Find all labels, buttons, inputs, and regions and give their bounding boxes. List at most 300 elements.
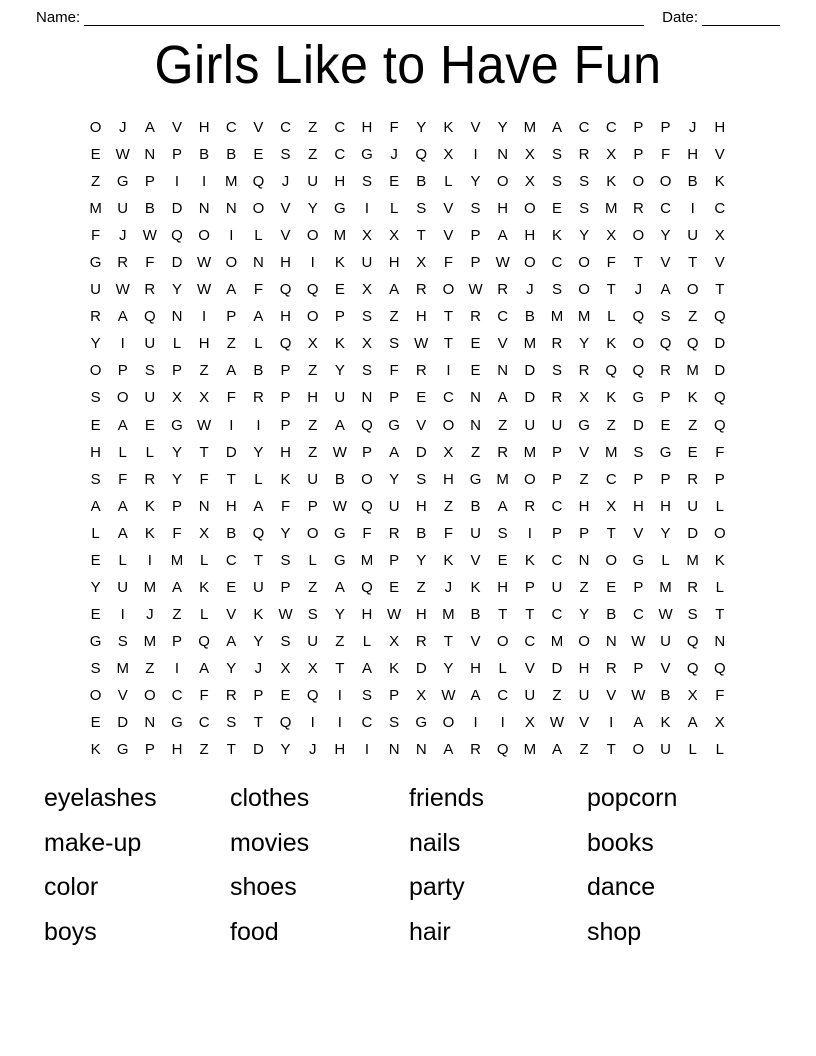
grid-cell[interactable]: M — [143, 578, 157, 596]
grid-cell[interactable]: J — [390, 146, 398, 164]
grid-cell[interactable]: K — [606, 173, 617, 191]
grid-cell[interactable]: L — [145, 443, 155, 461]
grid-cell[interactable]: I — [609, 714, 614, 732]
grid-cell[interactable]: R — [605, 659, 617, 677]
grid-cell[interactable]: Q — [279, 281, 292, 299]
grid-cell[interactable]: Z — [470, 443, 481, 461]
grid-cell[interactable]: O — [632, 741, 645, 759]
grid-cell[interactable]: I — [473, 714, 478, 732]
grid-cell[interactable]: D — [415, 659, 427, 677]
grid-cell[interactable]: B — [470, 497, 481, 515]
grid-cell[interactable]: I — [337, 687, 342, 704]
grid-cell[interactable]: O — [89, 687, 102, 704]
grid-cell[interactable]: V — [714, 254, 725, 272]
grid-cell[interactable]: T — [253, 551, 263, 569]
grid-cell[interactable]: C — [578, 119, 590, 137]
grid-cell[interactable]: W — [197, 254, 212, 272]
grid-cell[interactable]: V — [660, 659, 671, 677]
grid-cell[interactable]: A — [497, 389, 508, 407]
grid-cell[interactable]: T — [606, 524, 616, 542]
grid-cell[interactable]: S — [551, 146, 562, 164]
grid-cell[interactable]: O — [632, 335, 645, 353]
grid-cell[interactable]: M — [659, 578, 672, 596]
grid-cell[interactable]: T — [688, 254, 698, 272]
grid-cell[interactable]: X — [199, 389, 210, 407]
grid-cell[interactable]: V — [443, 227, 454, 245]
grid-cell[interactable]: P — [551, 443, 562, 461]
grid-cell[interactable]: F — [443, 254, 453, 272]
grid-cell[interactable]: G — [116, 173, 129, 191]
grid-cell[interactable]: W — [332, 497, 347, 515]
grid-cell[interactable]: H — [470, 659, 481, 677]
word-list-item[interactable]: friends — [409, 784, 485, 813]
grid-cell[interactable]: L — [118, 443, 127, 461]
grid-cell[interactable]: O — [144, 687, 156, 704]
grid-cell[interactable]: Z — [308, 416, 318, 434]
grid-cell[interactable]: Q — [279, 335, 292, 353]
grid-cell[interactable]: L — [715, 741, 724, 759]
grid-cell[interactable]: I — [527, 524, 532, 542]
grid-cell[interactable]: S — [90, 389, 101, 407]
grid-cell[interactable]: A — [253, 497, 264, 515]
grid-cell[interactable]: B — [334, 470, 345, 488]
grid-cell[interactable]: G — [415, 714, 428, 732]
grid-cell[interactable]: O — [523, 200, 536, 218]
grid-cell[interactable]: H — [307, 389, 319, 407]
grid-cell[interactable]: X — [280, 659, 291, 677]
grid-cell[interactable]: N — [171, 308, 183, 326]
grid-cell[interactable]: E — [470, 335, 481, 353]
grid-cell[interactable]: L — [254, 227, 263, 245]
grid-cell[interactable]: P — [280, 578, 291, 596]
grid-cell[interactable]: A — [389, 443, 400, 461]
grid-cell[interactable]: R — [470, 741, 481, 759]
grid-cell[interactable]: L — [362, 632, 372, 650]
grid-cell[interactable]: Y — [171, 470, 182, 488]
grid-cell[interactable]: W — [549, 714, 565, 732]
grid-cell[interactable]: A — [199, 659, 210, 677]
grid-cell[interactable]: X — [416, 254, 427, 272]
grid-cell[interactable]: H — [442, 470, 454, 488]
grid-cell[interactable]: G — [334, 200, 346, 218]
grid-cell[interactable]: O — [361, 470, 373, 488]
grid-cell[interactable]: X — [714, 714, 725, 732]
grid-cell[interactable]: U — [687, 227, 699, 245]
grid-cell[interactable]: X — [361, 335, 372, 353]
grid-cell[interactable]: R — [551, 389, 563, 407]
grid-cell[interactable]: O — [116, 389, 129, 407]
grid-cell[interactable]: S — [280, 146, 291, 164]
grid-cell[interactable]: A — [687, 714, 698, 732]
grid-cell[interactable]: I — [202, 173, 207, 191]
grid-cell[interactable]: N — [198, 200, 210, 218]
grid-cell[interactable]: M — [550, 632, 564, 650]
grid-cell[interactable]: R — [415, 362, 427, 380]
grid-cell[interactable]: U — [660, 632, 671, 650]
grid-cell[interactable]: F — [280, 497, 291, 515]
grid-cell[interactable]: E — [90, 551, 101, 569]
grid-cell[interactable]: V — [470, 551, 481, 569]
grid-cell[interactable]: N — [361, 389, 373, 407]
grid-cell[interactable]: M — [523, 741, 537, 759]
grid-cell[interactable]: P — [579, 524, 590, 542]
grid-cell[interactable]: H — [361, 119, 373, 137]
grid-cell[interactable]: A — [171, 578, 182, 596]
grid-cell[interactable]: A — [117, 308, 128, 326]
grid-cell[interactable]: O — [442, 281, 455, 299]
grid-cell[interactable]: P — [144, 741, 155, 759]
grid-cell[interactable]: W — [414, 335, 429, 353]
grid-cell[interactable]: T — [715, 605, 725, 623]
grid-cell[interactable]: F — [362, 524, 372, 542]
grid-cell[interactable]: H — [361, 605, 373, 623]
grid-cell[interactable]: U — [551, 578, 563, 596]
grid-cell[interactable]: X — [389, 227, 400, 245]
grid-cell[interactable]: O — [686, 281, 699, 299]
grid-cell[interactable]: C — [551, 551, 563, 569]
grid-cell[interactable]: B — [660, 687, 671, 704]
grid-cell[interactable]: D — [415, 443, 427, 461]
grid-cell[interactable]: V — [497, 335, 508, 353]
grid-cell[interactable]: T — [606, 741, 616, 759]
grid-cell[interactable]: O — [713, 524, 726, 542]
grid-cell[interactable]: Y — [280, 741, 291, 759]
grid-cell[interactable]: Z — [606, 416, 616, 434]
grid-cell[interactable]: F — [253, 281, 263, 299]
grid-cell[interactable]: T — [226, 470, 236, 488]
grid-cell[interactable]: X — [443, 146, 454, 164]
grid-cell[interactable]: S — [551, 281, 562, 299]
grid-cell[interactable]: O — [659, 173, 672, 191]
grid-cell[interactable]: V — [253, 119, 264, 137]
grid-cell[interactable]: C — [632, 605, 644, 623]
grid-cell[interactable]: O — [89, 362, 102, 380]
grid-cell[interactable]: H — [632, 497, 644, 515]
grid-cell[interactable]: E — [253, 146, 264, 164]
grid-cell[interactable]: Y — [307, 200, 318, 218]
grid-cell[interactable]: I — [120, 335, 125, 353]
grid-cell[interactable]: J — [444, 578, 453, 596]
grid-cell[interactable]: E — [389, 173, 400, 191]
grid-cell[interactable]: M — [143, 632, 157, 650]
grid-cell[interactable]: R — [497, 443, 509, 461]
grid-cell[interactable]: V — [280, 200, 291, 218]
grid-cell[interactable]: S — [280, 632, 291, 650]
grid-cell[interactable]: M — [550, 308, 564, 326]
grid-cell[interactable]: A — [117, 524, 128, 542]
grid-cell[interactable]: H — [198, 119, 210, 137]
grid-cell[interactable]: G — [334, 551, 346, 569]
grid-cell[interactable]: H — [497, 578, 509, 596]
grid-cell[interactable]: T — [443, 335, 453, 353]
grid-cell[interactable]: Z — [308, 578, 318, 596]
grid-cell[interactable]: U — [361, 254, 373, 272]
grid-cell[interactable]: L — [118, 551, 127, 569]
grid-cell[interactable]: E — [416, 389, 427, 407]
grid-cell[interactable]: C — [524, 632, 536, 650]
grid-cell[interactable]: P — [226, 308, 237, 326]
grid-cell[interactable]: M — [577, 308, 591, 326]
grid-cell[interactable]: V — [579, 714, 590, 732]
grid-cell[interactable]: O — [578, 281, 590, 299]
grid-cell[interactable]: K — [606, 389, 617, 407]
grid-cell[interactable]: Q — [496, 741, 509, 759]
grid-cell[interactable]: Z — [416, 578, 426, 596]
grid-cell[interactable]: L — [389, 200, 399, 218]
grid-cell[interactable]: G — [469, 470, 482, 488]
grid-cell[interactable]: S — [633, 443, 644, 461]
grid-cell[interactable]: S — [579, 200, 590, 218]
grid-cell[interactable]: L — [91, 524, 100, 542]
grid-cell[interactable]: H — [334, 741, 346, 759]
grid-cell[interactable]: K — [443, 551, 454, 569]
grid-cell[interactable]: F — [606, 254, 616, 272]
grid-cell[interactable]: L — [607, 308, 616, 326]
word-list-item[interactable]: party — [409, 873, 465, 902]
grid-cell[interactable]: A — [226, 281, 237, 299]
grid-cell[interactable]: P — [551, 524, 562, 542]
grid-cell[interactable]: A — [334, 578, 345, 596]
grid-cell[interactable]: W — [631, 687, 646, 704]
grid-cell[interactable]: L — [254, 470, 263, 488]
grid-cell[interactable]: Q — [713, 389, 726, 407]
grid-cell[interactable]: I — [364, 741, 370, 759]
grid-cell[interactable]: T — [335, 659, 345, 677]
grid-cell[interactable]: C — [551, 497, 563, 515]
grid-cell[interactable]: I — [310, 254, 315, 272]
grid-cell[interactable]: U — [117, 578, 129, 596]
grid-cell[interactable]: O — [306, 227, 319, 245]
grid-cell[interactable]: J — [146, 605, 154, 623]
grid-cell[interactable]: Y — [90, 335, 101, 353]
grid-cell[interactable]: R — [660, 362, 671, 380]
grid-cell[interactable]: C — [551, 254, 563, 272]
grid-cell[interactable]: U — [117, 200, 129, 218]
grid-cell[interactable]: S — [389, 335, 400, 353]
date-write-in-line[interactable] — [702, 13, 780, 26]
grid-cell[interactable]: Q — [198, 632, 210, 650]
grid-cell[interactable]: O — [632, 173, 645, 191]
grid-cell[interactable]: H — [415, 605, 427, 623]
grid-cell[interactable]: C — [280, 119, 291, 137]
grid-cell[interactable]: Y — [579, 227, 590, 245]
grid-cell[interactable]: Y — [389, 470, 400, 488]
grid-cell[interactable]: P — [280, 389, 291, 407]
grid-cell[interactable]: S — [226, 714, 237, 732]
grid-cell[interactable]: F — [660, 146, 671, 164]
grid-cell[interactable]: Z — [308, 146, 318, 164]
grid-cell[interactable]: U — [307, 632, 319, 650]
grid-cell[interactable]: F — [199, 687, 209, 704]
grid-cell[interactable]: M — [225, 173, 238, 191]
grid-cell[interactable]: C — [442, 389, 454, 407]
grid-cell[interactable]: P — [660, 119, 671, 137]
grid-cell[interactable]: B — [524, 308, 535, 326]
grid-cell[interactable]: T — [199, 443, 209, 461]
grid-cell[interactable]: C — [605, 470, 617, 488]
grid-cell[interactable]: E — [687, 443, 698, 461]
grid-cell[interactable]: M — [523, 119, 537, 137]
grid-cell[interactable]: I — [120, 605, 125, 623]
grid-cell[interactable]: K — [389, 659, 400, 677]
grid-cell[interactable]: Y — [416, 119, 427, 137]
grid-cell[interactable]: S — [361, 362, 372, 380]
grid-cell[interactable]: Q — [252, 524, 265, 542]
grid-cell[interactable]: A — [389, 281, 400, 299]
grid-cell[interactable]: X — [606, 497, 617, 515]
grid-cell[interactable]: P — [280, 416, 291, 434]
grid-cell[interactable]: H — [280, 443, 291, 461]
grid-cell[interactable]: R — [687, 470, 699, 488]
grid-cell[interactable]: H — [578, 497, 590, 515]
grid-cell[interactable]: S — [389, 714, 400, 732]
grid-cell[interactable]: J — [688, 119, 697, 137]
grid-cell[interactable]: D — [225, 443, 237, 461]
grid-cell[interactable]: W — [142, 227, 157, 245]
grid-cell[interactable]: G — [632, 551, 645, 569]
grid-cell[interactable]: N — [470, 416, 481, 434]
grid-cell[interactable]: M — [333, 227, 347, 245]
word-list-item[interactable]: color — [44, 873, 99, 902]
grid-cell[interactable]: E — [497, 551, 508, 569]
grid-cell[interactable]: L — [254, 335, 263, 353]
grid-cell[interactable]: N — [714, 632, 726, 650]
grid-cell[interactable]: L — [688, 741, 697, 759]
grid-cell[interactable]: C — [714, 200, 726, 218]
grid-cell[interactable]: K — [524, 551, 535, 569]
grid-cell[interactable]: G — [334, 524, 346, 542]
grid-cell[interactable]: P — [660, 389, 671, 407]
grid-cell[interactable]: X — [606, 146, 617, 164]
grid-cell[interactable]: O — [306, 308, 319, 326]
grid-cell[interactable]: H — [225, 497, 237, 515]
grid-cell[interactable]: P — [470, 254, 481, 272]
grid-cell[interactable]: Z — [172, 605, 182, 623]
grid-cell[interactable]: I — [202, 308, 207, 326]
grid-cell[interactable]: Z — [145, 659, 155, 677]
grid-cell[interactable]: P — [633, 578, 644, 596]
grid-cell[interactable]: R — [252, 389, 264, 407]
grid-cell[interactable]: B — [416, 173, 427, 191]
grid-cell[interactable]: Q — [361, 497, 373, 515]
grid-cell[interactable]: Q — [171, 227, 183, 245]
grid-cell[interactable]: B — [416, 524, 427, 542]
grid-cell[interactable]: G — [632, 389, 645, 407]
grid-cell[interactable]: S — [144, 362, 155, 380]
grid-cell[interactable]: R — [388, 524, 400, 542]
grid-cell[interactable]: K — [144, 524, 155, 542]
grid-cell[interactable]: W — [332, 443, 347, 461]
grid-cell[interactable]: P — [171, 362, 182, 380]
grid-cell[interactable]: V — [226, 605, 237, 623]
grid-cell[interactable]: D — [524, 362, 536, 380]
word-list-item[interactable]: hair — [409, 917, 451, 946]
grid-cell[interactable]: A — [497, 227, 508, 245]
grid-cell[interactable]: L — [661, 551, 670, 569]
grid-cell[interactable]: T — [443, 632, 453, 650]
grid-cell[interactable]: P — [171, 146, 182, 164]
word-list-item[interactable]: make-up — [44, 828, 142, 857]
grid-cell[interactable]: F — [226, 389, 236, 407]
grid-cell[interactable]: T — [253, 714, 263, 732]
grid-cell[interactable]: I — [229, 416, 234, 434]
grid-cell[interactable]: U — [90, 281, 101, 299]
grid-cell[interactable]: O — [496, 632, 509, 650]
grid-cell[interactable]: K — [253, 605, 264, 623]
grid-cell[interactable]: D — [714, 335, 726, 353]
grid-cell[interactable]: O — [578, 254, 590, 272]
grid-cell[interactable]: W — [197, 416, 212, 434]
grid-cell[interactable]: P — [551, 470, 562, 488]
grid-cell[interactable]: E — [606, 578, 617, 596]
grid-cell[interactable]: P — [171, 497, 182, 515]
grid-cell[interactable]: P — [307, 497, 318, 515]
grid-cell[interactable]: Y — [253, 443, 264, 461]
grid-cell[interactable]: P — [660, 470, 671, 488]
grid-cell[interactable]: S — [361, 687, 372, 704]
grid-cell[interactable]: N — [578, 551, 590, 569]
grid-cell[interactable]: V — [280, 227, 291, 245]
grid-cell[interactable]: K — [280, 470, 291, 488]
grid-cell[interactable]: A — [334, 416, 345, 434]
grid-cell[interactable]: B — [226, 524, 237, 542]
grid-cell[interactable]: O — [523, 254, 536, 272]
grid-cell[interactable]: P — [633, 119, 644, 137]
grid-cell[interactable]: S — [660, 308, 671, 326]
grid-cell[interactable]: E — [389, 578, 400, 596]
grid-cell[interactable]: T — [606, 281, 616, 299]
grid-cell[interactable]: F — [389, 119, 399, 137]
grid-cell[interactable]: S — [687, 605, 698, 623]
grid-cell[interactable]: R — [578, 146, 590, 164]
grid-cell[interactable]: U — [252, 578, 264, 596]
grid-cell[interactable]: U — [687, 497, 699, 515]
grid-cell[interactable]: E — [280, 687, 291, 704]
grid-cell[interactable]: R — [144, 281, 156, 299]
word-list-item[interactable]: nails — [409, 828, 461, 857]
grid-cell[interactable]: L — [715, 578, 724, 596]
grid-cell[interactable]: F — [199, 470, 209, 488]
word-list-item[interactable]: popcorn — [587, 784, 678, 813]
grid-cell[interactable]: A — [117, 497, 128, 515]
grid-cell[interactable]: O — [198, 227, 210, 245]
grid-cell[interactable]: Y — [171, 443, 182, 461]
grid-cell[interactable]: B — [253, 362, 264, 380]
grid-cell[interactable]: M — [116, 659, 129, 677]
grid-cell[interactable]: C — [361, 714, 373, 732]
grid-cell[interactable]: Z — [498, 416, 508, 434]
grid-cell[interactable]: V — [443, 200, 454, 218]
grid-cell[interactable]: S — [551, 173, 562, 191]
grid-cell[interactable]: V — [660, 254, 671, 272]
grid-cell[interactable]: F — [172, 524, 182, 542]
grid-cell[interactable]: B — [144, 200, 155, 218]
grid-cell[interactable]: R — [470, 308, 481, 326]
grid-cell[interactable]: S — [470, 200, 481, 218]
word-list-item[interactable]: food — [230, 917, 279, 946]
grid-cell[interactable]: Z — [579, 741, 589, 759]
grid-cell[interactable]: X — [524, 173, 535, 191]
grid-cell[interactable]: X — [307, 659, 318, 677]
word-list-item[interactable]: boys — [44, 917, 97, 946]
grid-cell[interactable]: X — [579, 389, 590, 407]
grid-cell[interactable]: H — [714, 119, 726, 137]
name-write-in-line[interactable] — [84, 13, 644, 26]
grid-cell[interactable]: G — [361, 146, 373, 164]
word-list-item[interactable]: shop — [587, 917, 642, 946]
grid-cell[interactable]: M — [360, 551, 374, 569]
grid-cell[interactable]: V — [579, 443, 590, 461]
